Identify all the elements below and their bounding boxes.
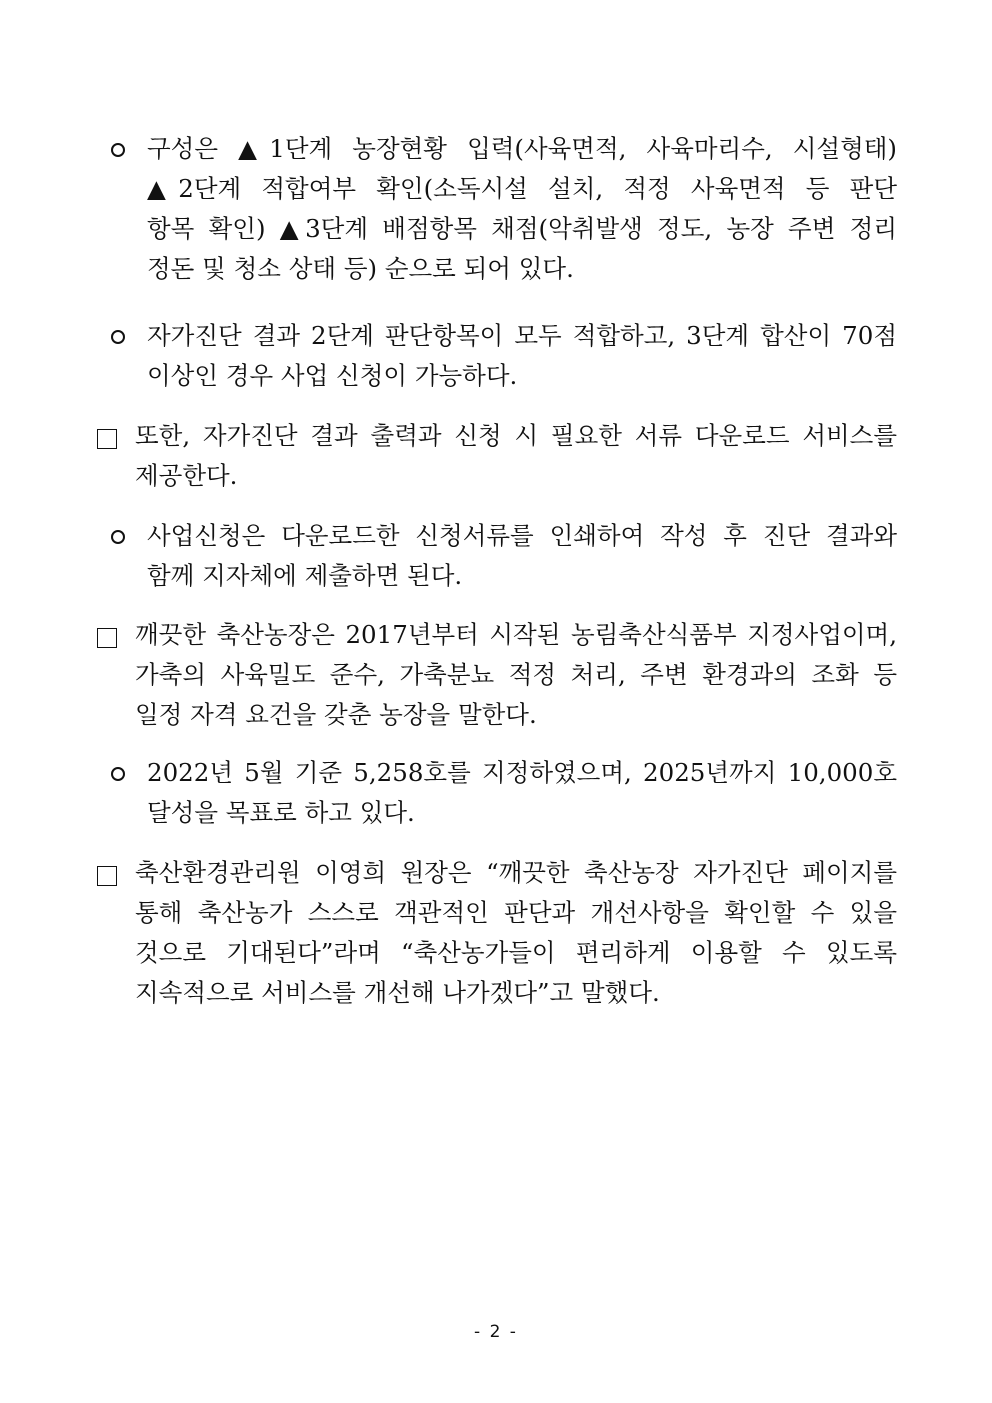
text-line: 정돈 및 청소 상태 등) 순으로 되어 있다. (147, 254, 574, 283)
square-bullet-icon (97, 866, 117, 886)
text-line: 사업신청은 다운로드한 신청서류를 인쇄하여 작성 후 진단 결과와 (147, 521, 897, 550)
text-line: 통해 축산농가 스스로 객관적인 판단과 개선사항을 확인할 수 있을 (135, 898, 897, 927)
paragraph-designation-status (147, 753, 897, 833)
text-line: 또한, 자가진단 결과 출력과 신청 시 필요한 서류 다운로드 서비스를 (135, 421, 897, 450)
text-line: 항목 확인) ▲3단계 배점항목 채점(악취발생 정도, 농장 주변 정리 (147, 214, 897, 243)
text-line: 일정 자격 요건을 갖춘 농장을 말한다. (135, 700, 537, 729)
page-number: - 2 - (474, 1322, 518, 1342)
text-line: 자가진단 결과 2단계 판단항목이 모두 적합하고, 3단계 합산이 70점 (147, 321, 897, 350)
text-line: 구성은 ▲1단계 농장현황 입력(사육면적, 사육마리수, 시설형태) (147, 134, 897, 163)
text-line: 제공한다. (135, 461, 238, 490)
paragraph-application (147, 516, 897, 596)
square-bullet-icon (97, 628, 117, 648)
circle-bullet-icon (111, 330, 125, 344)
paragraph-composition (147, 129, 897, 289)
circle-bullet-icon (111, 530, 125, 544)
text-line: 이상인 경우 사업 신청이 가능하다. (147, 361, 518, 390)
circle-bullet-icon (111, 143, 125, 157)
text-line: 달성을 목표로 하고 있다. (147, 798, 415, 827)
text-line: 것으로 기대된다”라며 “축산농가들이 편리하게 이용할 수 있도록 (135, 938, 897, 967)
text-line: 지속적으로 서비스를 개선해 나가겠다”고 말했다. (135, 978, 660, 1007)
paragraph-director-quote (135, 853, 897, 1013)
paragraph-clean-farm-definition (135, 615, 897, 735)
text-line: ▲2단계 적합여부 확인(소독시설 설치, 적정 사육면적 등 판단 (147, 174, 897, 203)
circle-bullet-icon (111, 767, 125, 781)
square-bullet-icon (97, 429, 117, 449)
paragraph-eligibility (147, 316, 897, 396)
text-line: 함께 지자체에 제출하면 된다. (147, 561, 463, 590)
text-line: 가축의 사육밀도 준수, 가축분뇨 적정 처리, 주변 환경과의 조화 등 (135, 660, 897, 689)
text-line: 깨끗한 축산농장은 2017년부터 시작된 농림축산식품부 지정사업이며, (135, 620, 897, 649)
text-line: 축산환경관리원 이영희 원장은 “깨끗한 축산농장 자가진단 페이지를 (135, 858, 897, 887)
paragraph-download-service (135, 416, 897, 496)
text-line: 2022년 5월 기준 5,258호를 지정하였으며, 2025년까지 10,000호 (147, 758, 897, 787)
